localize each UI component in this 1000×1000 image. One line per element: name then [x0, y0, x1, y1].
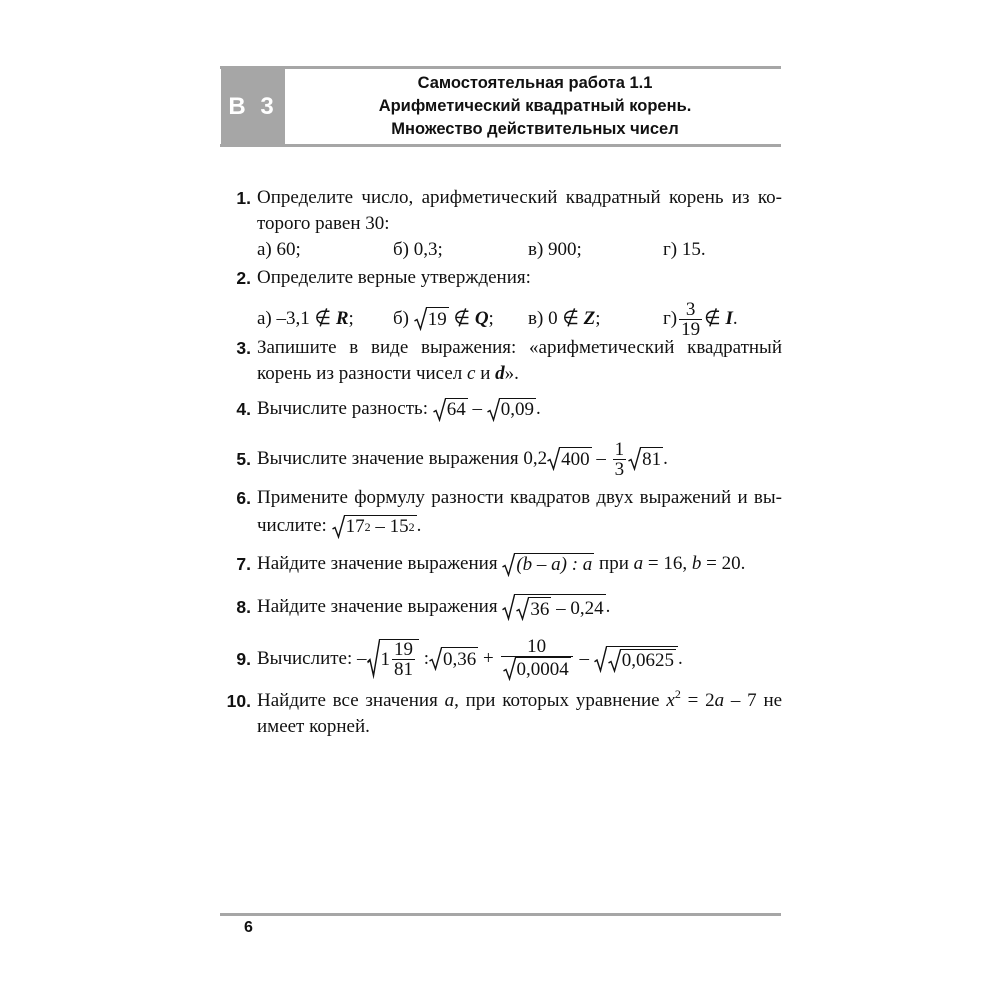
answer-options: [257, 299, 782, 339]
square-root: (b – a) : a: [502, 553, 594, 577]
fraction: $\frac{1}{3}$: [614, 438, 625, 480]
option-d: г) $\frac{3}{19}$ ∉ I .: [663, 298, 738, 340]
header-top-rule: [220, 66, 781, 69]
task-number: 7.: [236, 554, 251, 574]
square-root: 0,09: [487, 398, 536, 422]
work-title-line-1: Самостоятельная работа 1.1: [417, 74, 653, 92]
task-text-line-1: Запишите в виде выражения: «арифметический квадратный: [257, 337, 782, 358]
inner-square-root: 0,0625: [608, 649, 676, 673]
task-text: Вычислите:: [257, 648, 353, 669]
header-bottom-rule: [220, 144, 781, 147]
option-a: а) –3,1 ∉ R ;: [257, 308, 354, 329]
task-number: 9.: [236, 649, 251, 669]
fraction: $\frac{10}{0,0004}$: [501, 637, 573, 681]
minus-sign: –: [596, 448, 606, 469]
footer-rule: [220, 913, 781, 916]
task-number: 3.: [236, 338, 251, 358]
square-root: 0,36: [429, 647, 478, 671]
task-text-line-2: числите: 17 2 – 15 2 .: [257, 515, 422, 538]
fraction: $\frac{19}{81}$: [394, 639, 414, 680]
work-title: [290, 72, 780, 141]
work-title-line-2: Арифметический квадратный корень.: [378, 97, 692, 115]
option-d: г) 15.: [663, 239, 706, 260]
square-root: 36 – 0,24: [502, 594, 605, 621]
fraction: $\frac{3}{19}$: [681, 298, 701, 340]
minus-sign: –: [472, 398, 482, 419]
option-b: б) 0,3;: [393, 239, 443, 260]
square-root: 17 2 – 15 2: [332, 515, 417, 539]
answer-options: [257, 237, 782, 263]
option-c: в) 0 ∉ Z ;: [528, 308, 601, 329]
work-title-line-3: Множество действительных чисел: [391, 120, 679, 138]
task-text-line-1: Примените формулу разности квадратов двух выражений и вы-: [257, 487, 782, 508]
square-root: 19: [414, 307, 449, 331]
page-number: 6: [244, 919, 253, 936]
task-text: Найдите значение выражения: [257, 596, 498, 617]
task-text: Найдите значение выражения: [257, 553, 498, 574]
task-number: 1.: [236, 188, 251, 208]
task-text: Определите верные утверждения:: [257, 267, 531, 288]
task-text-line-1: Определите число, арифметический квадратный корень из ко-: [257, 187, 782, 208]
task-text-line-1: Найдите все значения a, при которых уравнение $x^2 = 2a - 7$ не: [257, 687, 783, 711]
option-a: а) 60;: [257, 239, 301, 260]
task-number: 5.: [236, 449, 251, 469]
task-number: 6.: [236, 488, 251, 508]
task-text: Вычислите разность:: [257, 398, 428, 419]
square-root: 1 $\frac{19}{81}$: [367, 639, 420, 679]
inner-square-root: 36: [516, 597, 551, 621]
square-root: 81: [628, 447, 663, 471]
task-text-line-2: торого равен 30:: [257, 213, 390, 234]
square-root: 0,0004: [503, 657, 571, 681]
option-c: в) 900;: [528, 239, 582, 260]
task-text: Вычислите значение выражения: [257, 448, 519, 469]
variant-badge: В 3: [221, 69, 285, 144]
task-number: 4.: [236, 399, 251, 419]
square-root: [594, 646, 678, 673]
task-number: 10.: [226, 691, 251, 711]
task-number: 2.: [236, 268, 251, 288]
option-b: б) 19 ∉ Q ;: [393, 308, 494, 330]
square-root: 64: [433, 398, 468, 422]
task-number: 8.: [236, 597, 251, 617]
task-text-line-2: имеет корней.: [257, 716, 370, 737]
task-text-line-2: корень из разности чисел c и d».: [257, 363, 519, 384]
square-root: 400: [547, 447, 592, 471]
